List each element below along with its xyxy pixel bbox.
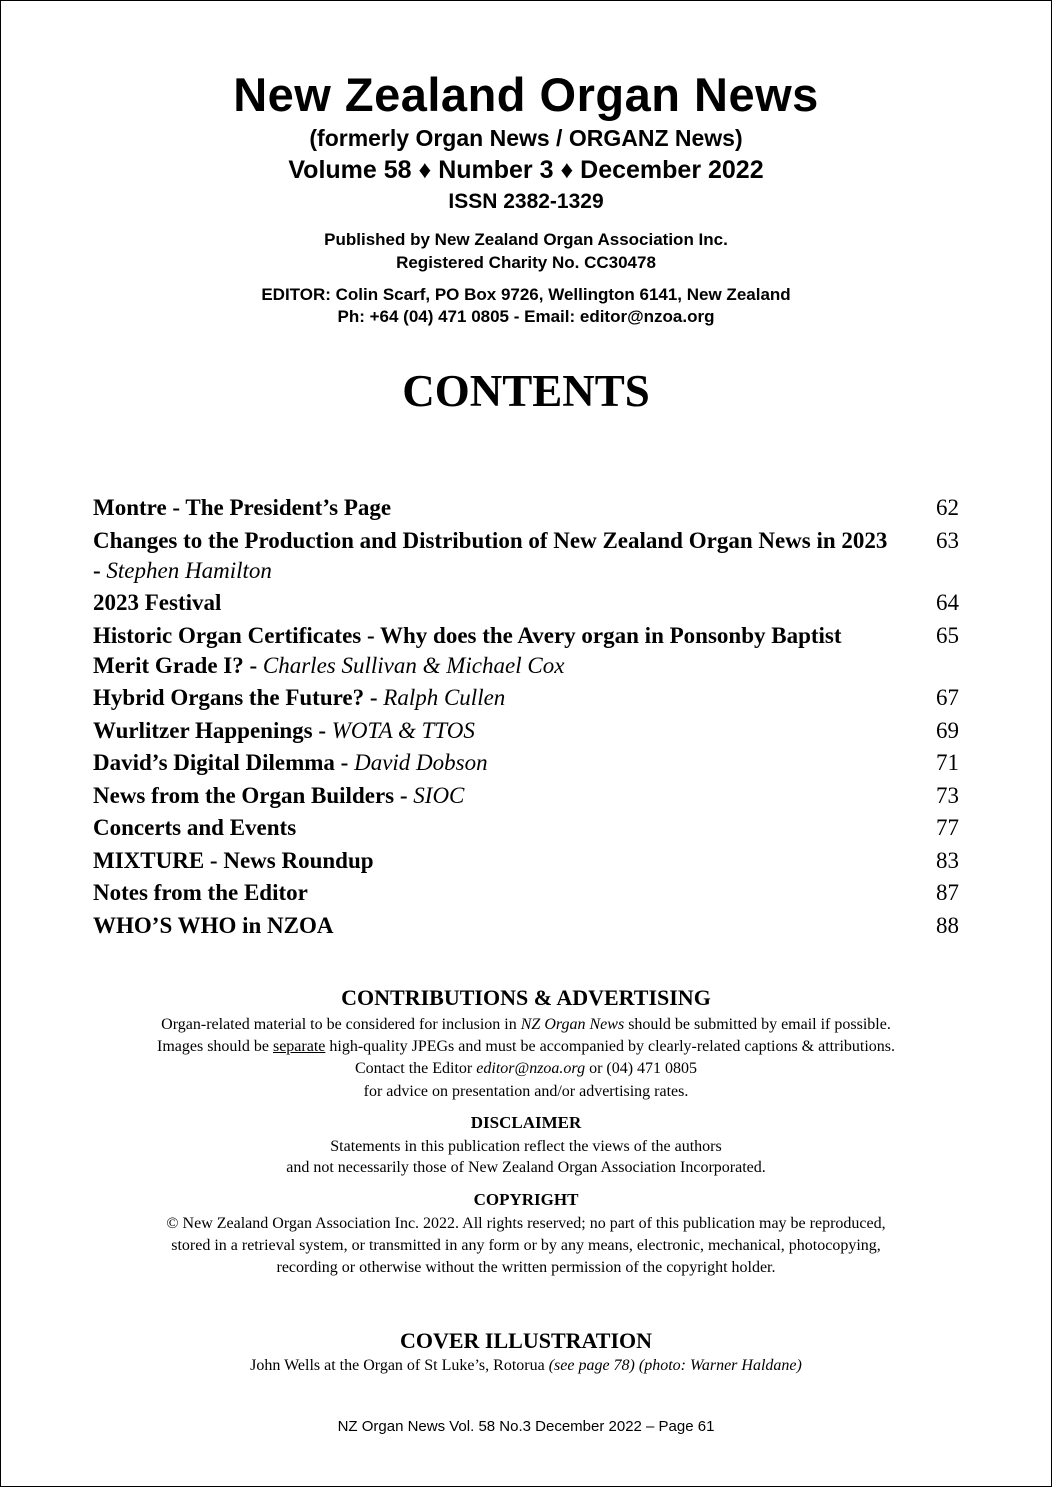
contents-item-page: 62 xyxy=(936,495,959,520)
contents-item-page: 71 xyxy=(936,750,959,775)
copyright-heading: COPYRIGHT xyxy=(473,1190,579,1209)
contributions-heading: CONTRIBUTIONS & ADVERTISING xyxy=(341,985,711,1010)
contents-item-title: Changes to the Production and Distribution of New Zealand Organ News in 2023 - Stephen Hamilton xyxy=(93,527,888,583)
contact-line: Ph: +64 (04) 471 0805 - Email: editor@nzoa.org xyxy=(337,307,715,326)
contents-item-page: 63 xyxy=(936,527,959,553)
disclaimer-heading: DISCLAIMER xyxy=(470,1113,582,1132)
contents-item-title: Historic Organ Certificates - Why does the Avery organ in Ponsonby Baptist Merit Grade I? - Charles Sullivan & Michael Cox xyxy=(93,622,842,678)
contents-item[interactable] xyxy=(93,493,959,523)
contents-item-title: Concerts and Events xyxy=(93,815,297,840)
contents-item-page: 77 xyxy=(936,815,959,840)
disclaimer-line-1: Statements in this publication reflect the views of the authors xyxy=(330,1138,722,1155)
contents-item[interactable] xyxy=(93,846,959,876)
contents-item-page: 69 xyxy=(936,717,959,743)
masthead-subtitle: (formerly Organ News / ORGANZ News) xyxy=(309,125,743,151)
contents-item-page: 73 xyxy=(936,782,959,808)
contents-item-page: 88 xyxy=(936,912,959,938)
contents-item[interactable] xyxy=(93,621,959,681)
contents-item-title: MIXTURE - News Roundup xyxy=(93,847,374,873)
contents-item-title: News from the Organ Builders - SIOC xyxy=(93,782,465,808)
contents-item-page: 65 xyxy=(936,622,959,648)
contents-item-title: Wurlitzer Happenings - WOTA & TTOS xyxy=(93,717,475,743)
publisher-line: Published by New Zealand Organ Association Inc. xyxy=(324,230,728,249)
contents-item-author: Ralph Cullen xyxy=(383,685,506,710)
contents-heading: CONTENTS xyxy=(402,366,650,416)
copyright-line-2: stored in a retrieval system, or transmitted in any form or by any means, electronic, mechanical, photocopying, xyxy=(171,1237,881,1254)
contents-item-title: Montre - The President’s Page xyxy=(93,495,392,520)
contents-item[interactable] xyxy=(93,588,959,618)
copyright-line-3: recording or otherwise without the written permission of the copyright holder. xyxy=(276,1259,776,1276)
contents-item[interactable] xyxy=(93,526,959,586)
editor-email-link[interactable]: editor@nzoa.org xyxy=(476,1060,586,1077)
contents-item[interactable] xyxy=(93,748,959,778)
contents-item[interactable] xyxy=(93,878,959,908)
contents-item-author: WOTA & TTOS xyxy=(331,717,475,743)
contents-item-author: Charles Sullivan & Michael Cox xyxy=(262,652,565,678)
contents-item-title: Notes from the Editor xyxy=(93,880,308,905)
contents-item-page: 67 xyxy=(936,685,959,710)
contents-item-author: Stephen Hamilton xyxy=(106,557,272,583)
contents-item-page: 87 xyxy=(936,880,959,905)
contributions-line-2: Images should be separate high-quality JPEGs and must be accompanied by clearly-related captions & attributions. xyxy=(156,1038,896,1055)
contents-item-title: WHO’S WHO in NZOA xyxy=(93,912,334,938)
contributions-line-3: Contact the Editor editor@nzoa.org or (04) 471 0805 xyxy=(354,1060,698,1077)
contents-item[interactable] xyxy=(93,716,959,746)
contents-item[interactable] xyxy=(93,683,959,713)
masthead-title: New Zealand Organ News xyxy=(233,68,819,121)
charity-line: Registered Charity No. CC30478 xyxy=(396,253,656,272)
contents-item[interactable] xyxy=(93,911,959,941)
contents-item-title: David’s Digital Dilemma - David Dobson xyxy=(93,750,488,775)
contents-item[interactable] xyxy=(93,813,959,843)
contents-item-title: Hybrid Organs the Future? - Ralph Cullen xyxy=(93,685,506,710)
copyright-line-1: © New Zealand Organ Association Inc. 2022. All rights reserved; no part of this publication may be reproduced, xyxy=(166,1215,886,1232)
contents-item-author: SIOC xyxy=(413,782,465,808)
contents-item-author: David Dobson xyxy=(354,750,488,775)
contents-item-page: 83 xyxy=(936,847,959,873)
disclaimer-line-2: and not necessarily those of New Zealand Organ Association Incorporated. xyxy=(286,1159,766,1176)
contents-item-page: 64 xyxy=(936,590,959,615)
cover-illustration-heading: COVER ILLUSTRATION xyxy=(399,1328,653,1353)
contents-item[interactable] xyxy=(93,781,959,811)
contributions-line-1: Organ-related material to be considered for inclusion in NZ Organ News should be submitted by email if possible. xyxy=(161,1016,891,1033)
masthead-issn: ISSN 2382-1329 xyxy=(448,190,604,213)
page-footer: NZ Organ News Vol. 58 No.3 December 2022 – Page 61 xyxy=(337,1418,715,1435)
editor-line: EDITOR: Colin Scarf, PO Box 9726, Wellington 6141, New Zealand xyxy=(261,285,791,304)
cover-illustration-caption: John Wells at the Organ of St Luke’s, Rotorua (see page 78) (photo: Warner Haldane) xyxy=(250,1357,802,1374)
masthead-volume-line: Volume 58 ♦ Number 3 ♦ December 2022 xyxy=(288,156,764,184)
contributions-line-4: for advice on presentation and/or advertising rates. xyxy=(363,1083,689,1100)
contents-list xyxy=(93,493,959,943)
contents-item-title: 2023 Festival xyxy=(93,590,222,615)
